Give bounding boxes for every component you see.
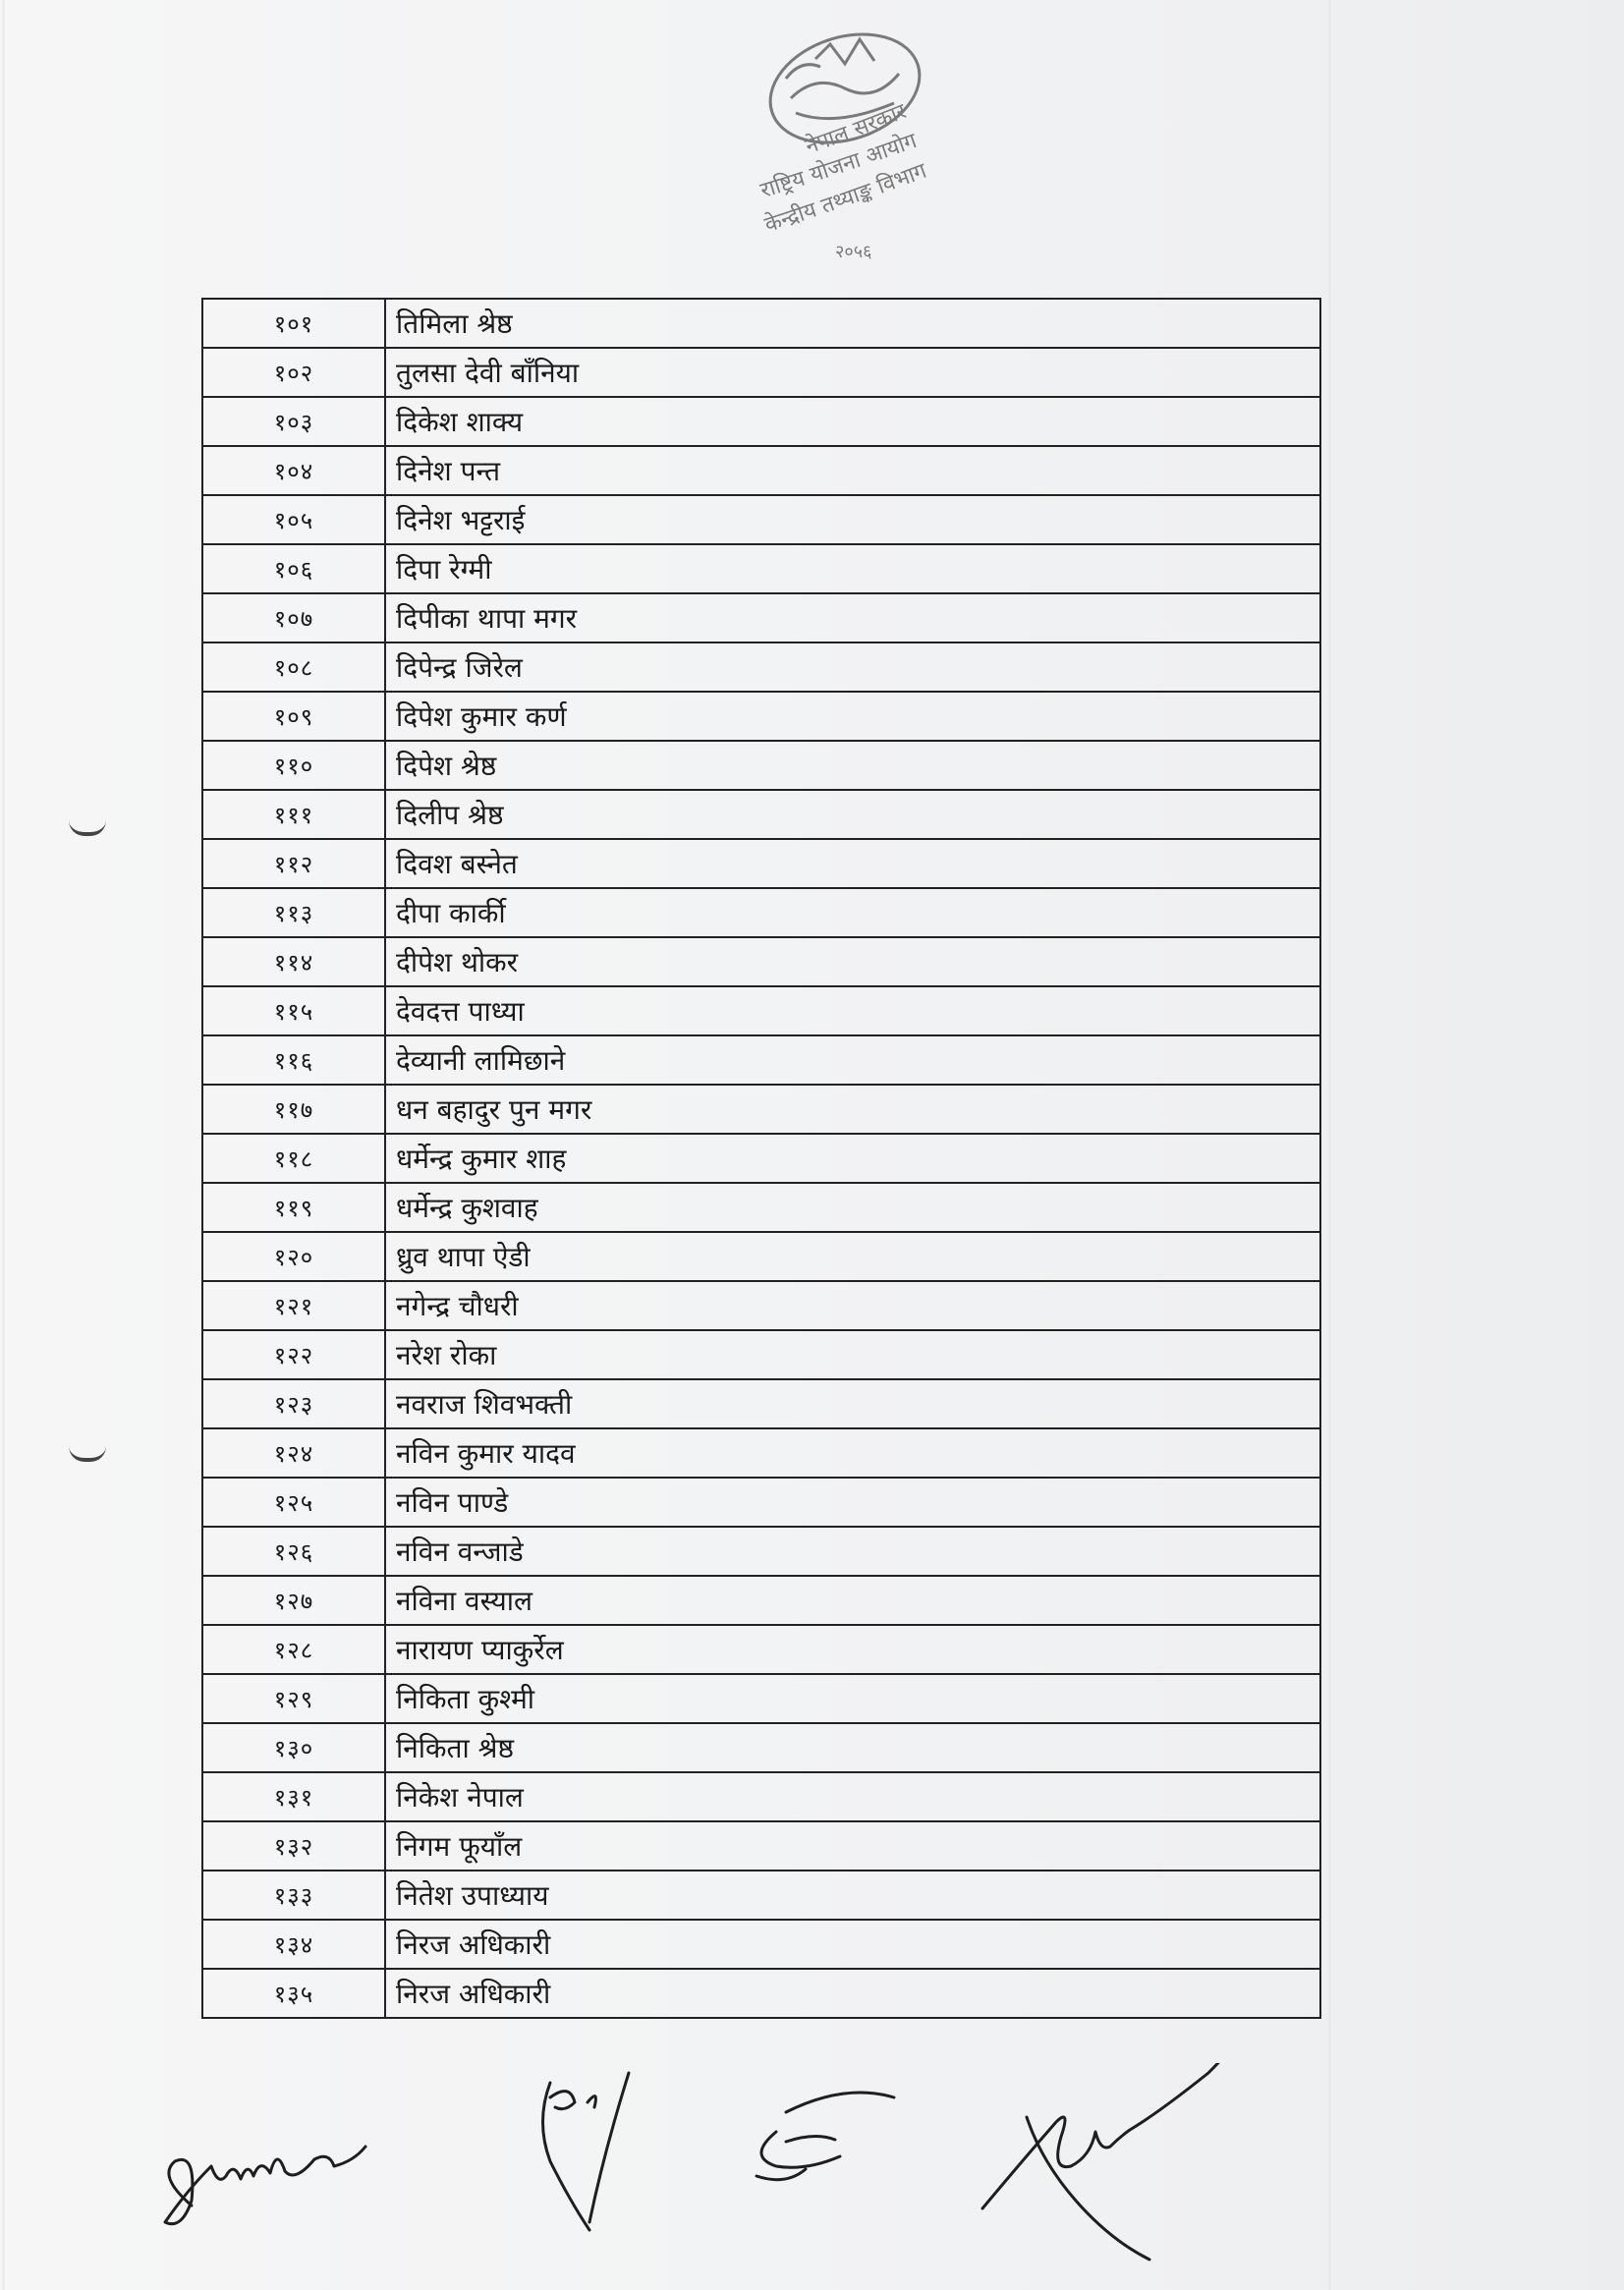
- person-name: दिपेन्द्र जिरेल: [385, 642, 1320, 692]
- table-row: [202, 1920, 1320, 1969]
- serial-number: १११: [202, 790, 385, 839]
- signature-3: [756, 2093, 894, 2180]
- government-seal-stamp: [727, 20, 1002, 275]
- table-row: [202, 446, 1320, 495]
- person-name: तिमिला श्रेष्ठ: [385, 299, 1320, 348]
- punch-hole-mark: [69, 1446, 106, 1462]
- person-name: ध्रुव थापा ऐडी: [385, 1232, 1320, 1281]
- person-name: दिपीका थापा मगर: [385, 593, 1320, 642]
- seal-text-line3: केन्द्रीय तथ्याङ्क विभाग: [761, 158, 930, 239]
- table-row: [202, 692, 1320, 741]
- person-name: दीपा कार्की: [385, 888, 1320, 937]
- person-name: धन बहादुर पुन मगर: [385, 1085, 1320, 1134]
- table-row: [202, 348, 1320, 397]
- serial-number: १०२: [202, 348, 385, 397]
- person-name: निकेश नेपाल: [385, 1772, 1320, 1821]
- table-row: [202, 1625, 1320, 1674]
- person-name: निगम फूयाँल: [385, 1821, 1320, 1871]
- seal-text-line2: राष्ट्रिय योजना आयोग: [757, 129, 921, 204]
- table-row: [202, 299, 1320, 348]
- table-row: [202, 495, 1320, 544]
- table-row: [202, 397, 1320, 446]
- table-row: [202, 1183, 1320, 1232]
- seal-text-line1: नेपाल सरकार: [802, 99, 910, 160]
- serial-number: ११७: [202, 1085, 385, 1134]
- person-name: नविन वन्जाडे: [385, 1527, 1320, 1576]
- serial-number: १३३: [202, 1871, 385, 1920]
- name-list-body: [202, 299, 1320, 2018]
- person-name: नवराज शिवभक्ती: [385, 1379, 1320, 1428]
- table-row: [202, 1478, 1320, 1527]
- table-row: [202, 1969, 1320, 2018]
- serial-number: ११५: [202, 986, 385, 1035]
- serial-number: १०७: [202, 593, 385, 642]
- name-list-table: [201, 298, 1321, 2019]
- person-name: नितेश उपाध्याय: [385, 1871, 1320, 1920]
- table-row: [202, 1035, 1320, 1085]
- table-row: [202, 1330, 1320, 1379]
- person-name: निकिता कुश्मी: [385, 1674, 1320, 1723]
- table-row: [202, 1281, 1320, 1330]
- table-row: [202, 937, 1320, 986]
- serial-number: ११८: [202, 1134, 385, 1183]
- serial-number: ११४: [202, 937, 385, 986]
- table-row: [202, 1821, 1320, 1871]
- person-name: दिपा रेग्मी: [385, 544, 1320, 593]
- person-name: दिपेश श्रेष्ठ: [385, 741, 1320, 790]
- page-edge-shadow: [2, 0, 5, 2290]
- table-row: [202, 790, 1320, 839]
- table-row: [202, 1723, 1320, 1772]
- table-row: [202, 986, 1320, 1035]
- person-name: नारायण प्याकुर्रेल: [385, 1625, 1320, 1674]
- serial-number: १०६: [202, 544, 385, 593]
- person-name: दिनेश भट्टराई: [385, 495, 1320, 544]
- table-row: [202, 1085, 1320, 1134]
- person-name: नविन पाण्डे: [385, 1478, 1320, 1527]
- serial-number: ११६: [202, 1035, 385, 1085]
- serial-number: १०१: [202, 299, 385, 348]
- serial-number: १२५: [202, 1478, 385, 1527]
- table-row: [202, 1772, 1320, 1821]
- table-row: [202, 1576, 1320, 1625]
- seal-year: २०५६: [835, 242, 872, 262]
- signature-1: [165, 2147, 365, 2224]
- person-name: दिपेश कुमार कर्ण: [385, 692, 1320, 741]
- signature-2: [543, 2073, 630, 2230]
- person-name: दिनेश पन्त: [385, 446, 1320, 495]
- serial-number: १०९: [202, 692, 385, 741]
- table-row: [202, 1871, 1320, 1920]
- person-name: निरज अधिकारी: [385, 1969, 1320, 2018]
- table-row: [202, 1527, 1320, 1576]
- serial-number: १२०: [202, 1232, 385, 1281]
- person-name: दिवश बस्नेत: [385, 839, 1320, 888]
- table-row: [202, 741, 1320, 790]
- person-name: देव्यानी लामिछाने: [385, 1035, 1320, 1085]
- table-row: [202, 1674, 1320, 1723]
- serial-number: १२९: [202, 1674, 385, 1723]
- person-name: दिकेश शाक्य: [385, 397, 1320, 446]
- table-row: [202, 1428, 1320, 1478]
- serial-number: १३१: [202, 1772, 385, 1821]
- serial-number: १२६: [202, 1527, 385, 1576]
- person-name: दीपेश थोकर: [385, 937, 1320, 986]
- person-name: निरज अधिकारी: [385, 1920, 1320, 1969]
- serial-number: १२१: [202, 1281, 385, 1330]
- serial-number: १०५: [202, 495, 385, 544]
- serial-number: १२८: [202, 1625, 385, 1674]
- table-row: [202, 544, 1320, 593]
- table-row: [202, 642, 1320, 692]
- serial-number: १२२: [202, 1330, 385, 1379]
- serial-number: १०८: [202, 642, 385, 692]
- serial-number: ११९: [202, 1183, 385, 1232]
- punch-hole-mark: [69, 820, 106, 836]
- signatures-area: [0, 2063, 1624, 2290]
- serial-number: १३४: [202, 1920, 385, 1969]
- serial-number: १०४: [202, 446, 385, 495]
- person-name: धर्मेन्द्र कुमार शाह: [385, 1134, 1320, 1183]
- person-name: तुलसा देवी बाँनिया: [385, 348, 1320, 397]
- person-name: नगेन्द्र चौधरी: [385, 1281, 1320, 1330]
- page-fold-shadow: [1328, 0, 1331, 2290]
- serial-number: ११२: [202, 839, 385, 888]
- person-name: निकिता श्रेष्ठ: [385, 1723, 1320, 1772]
- serial-number: १३०: [202, 1723, 385, 1772]
- person-name: नविना वस्याल: [385, 1576, 1320, 1625]
- table-row: [202, 1134, 1320, 1183]
- person-name: धर्मेन्द्र कुशवाह: [385, 1183, 1320, 1232]
- person-name: नविन कुमार यादव: [385, 1428, 1320, 1478]
- table-row: [202, 593, 1320, 642]
- table-row: [202, 888, 1320, 937]
- serial-number: १२३: [202, 1379, 385, 1428]
- table-row: [202, 839, 1320, 888]
- serial-number: १२७: [202, 1576, 385, 1625]
- table-row: [202, 1232, 1320, 1281]
- serial-number: १३२: [202, 1821, 385, 1871]
- signature-4: [982, 2063, 1292, 2260]
- serial-number: १२४: [202, 1428, 385, 1478]
- person-name: देवदत्त पाध्या: [385, 986, 1320, 1035]
- table-row: [202, 1379, 1320, 1428]
- serial-number: ११३: [202, 888, 385, 937]
- serial-number: १०३: [202, 397, 385, 446]
- person-name: दिलीप श्रेष्ठ: [385, 790, 1320, 839]
- serial-number: ११०: [202, 741, 385, 790]
- serial-number: १३५: [202, 1969, 385, 2018]
- person-name: नरेश रोका: [385, 1330, 1320, 1379]
